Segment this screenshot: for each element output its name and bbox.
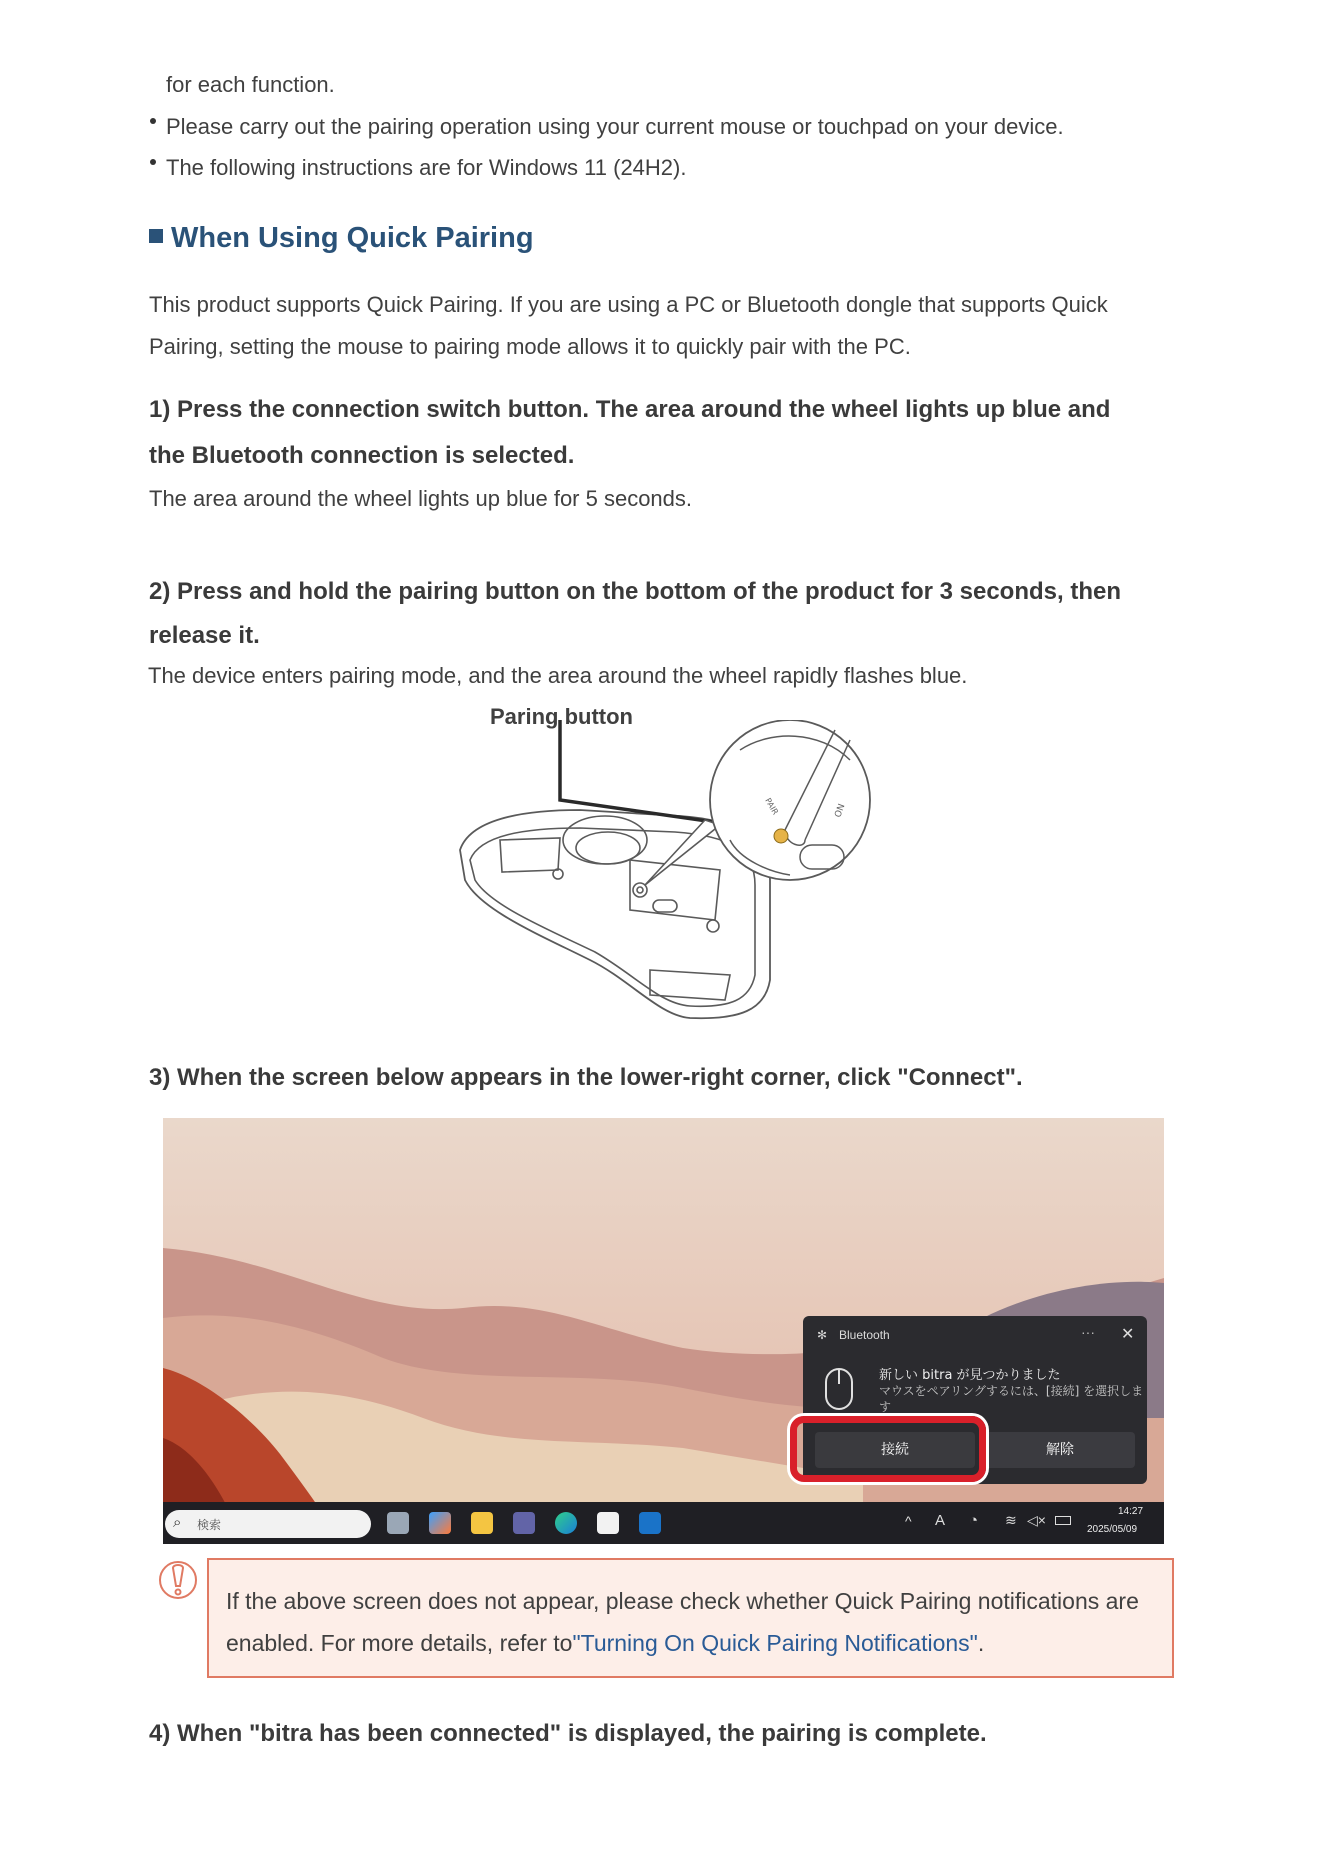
windows-notification-screenshot xyxy=(163,1118,1164,1544)
heading-square-icon xyxy=(149,229,163,243)
step-1-title: the Bluetooth connection is selected. xyxy=(149,442,575,469)
input-method-icon[interactable]: A xyxy=(935,1512,946,1529)
section-heading xyxy=(149,222,534,255)
bullet-item: Please carry out the pairing operation using your current mouse or touchpad on your device. xyxy=(166,114,1064,139)
step-3-title: 3) When the screen below appears in the lower-right corner, click "Connect". xyxy=(149,1064,1023,1091)
more-options-icon[interactable]: ··· xyxy=(1081,1324,1095,1340)
dismiss-button[interactable]: 解除 xyxy=(985,1432,1135,1468)
clock-time[interactable]: 14:27 xyxy=(1118,1506,1144,1517)
bullet-dot xyxy=(150,118,156,124)
pairing-button-callout-label: Paring button xyxy=(490,704,633,729)
store-icon[interactable] xyxy=(597,1512,619,1534)
copilot-icon[interactable] xyxy=(429,1512,451,1534)
step-2-title: 2) Press and hold the pairing button on the bottom of the product for 3 seconds, then xyxy=(149,578,1121,605)
status-circle-icon[interactable]: ◔ xyxy=(969,1512,979,1529)
task-view-icon[interactable] xyxy=(387,1512,409,1534)
mouse-icon xyxy=(823,1366,855,1412)
search-icon: ⌕ xyxy=(173,1514,182,1531)
intro-continuation: for each function. xyxy=(166,72,335,97)
bullet-item: The following instructions are for Windows 11 (24H2). xyxy=(166,155,687,180)
on-text-label: ON xyxy=(833,802,848,820)
outlook-icon[interactable] xyxy=(639,1512,661,1534)
close-icon[interactable]: ✕ xyxy=(1121,1326,1135,1343)
teams-icon[interactable] xyxy=(513,1512,535,1534)
note-line-suffix: . xyxy=(977,1630,985,1656)
volume-icon[interactable]: ◁× xyxy=(1027,1512,1046,1528)
note-line-prefix: enabled. For more details, refer to xyxy=(226,1630,573,1656)
bullet-dot xyxy=(150,159,156,165)
clock-date[interactable]: 2025/05/09 xyxy=(1087,1524,1138,1535)
section-intro-line: This product supports Quick Pairing. If you are using a PC or Bluetooth dongle that supports Quick xyxy=(149,292,1108,317)
section-heading-text: When Using Quick Pairing xyxy=(171,222,534,254)
warning-icon xyxy=(156,1558,200,1602)
battery-icon[interactable] xyxy=(1055,1516,1071,1525)
pair-text-label: PAIR xyxy=(763,796,780,817)
connect-button-highlight xyxy=(790,1416,986,1482)
file-explorer-icon[interactable] xyxy=(471,1512,493,1534)
bluetooth-icon: ✻ xyxy=(817,1328,828,1342)
toast-message-line: 新しい bitra が見つかりました xyxy=(879,1368,1061,1383)
step-1-title: 1) Press the connection switch button. The area around the wheel lights up blue and xyxy=(149,396,1111,423)
connect-button[interactable]: 接続 xyxy=(815,1432,975,1468)
section-intro-line: Pairing, setting the mouse to pairing mode allows it to quickly pair with the PC. xyxy=(149,334,911,359)
note-box xyxy=(207,1558,1174,1678)
step-1-description: The area around the wheel lights up blue for 5 seconds. xyxy=(149,486,693,511)
step-2-title: release it. xyxy=(149,622,260,649)
chevron-up-icon[interactable]: ^ xyxy=(905,1513,912,1529)
taskbar-search-box[interactable] xyxy=(165,1510,371,1538)
taskbar-search-placeholder: 検索 xyxy=(197,1518,222,1532)
note-line xyxy=(226,1622,984,1664)
toast-message-line: す xyxy=(879,1400,892,1414)
taskbar xyxy=(163,1502,1164,1544)
step-4-title: 4) When "bitra has been connected" is displayed, the pairing is complete. xyxy=(149,1720,987,1747)
edge-icon[interactable] xyxy=(555,1512,577,1534)
toast-title: Bluetooth xyxy=(839,1328,890,1342)
mouse-bottom-illustration xyxy=(440,720,900,1030)
quick-pairing-notifications-link[interactable]: "Turning On Quick Pairing Notifications" xyxy=(572,1630,978,1656)
step-2-description: The device enters pairing mode, and the area around the wheel rapidly flashes blue. xyxy=(148,663,968,688)
toast-message-line: マウスをペアリングするには、[接続] を選択しま xyxy=(879,1384,1144,1398)
note-line: If the above screen does not appear, please check whether Quick Pairing notifications are xyxy=(226,1588,1139,1614)
wifi-icon[interactable]: ≋ xyxy=(1005,1512,1017,1528)
